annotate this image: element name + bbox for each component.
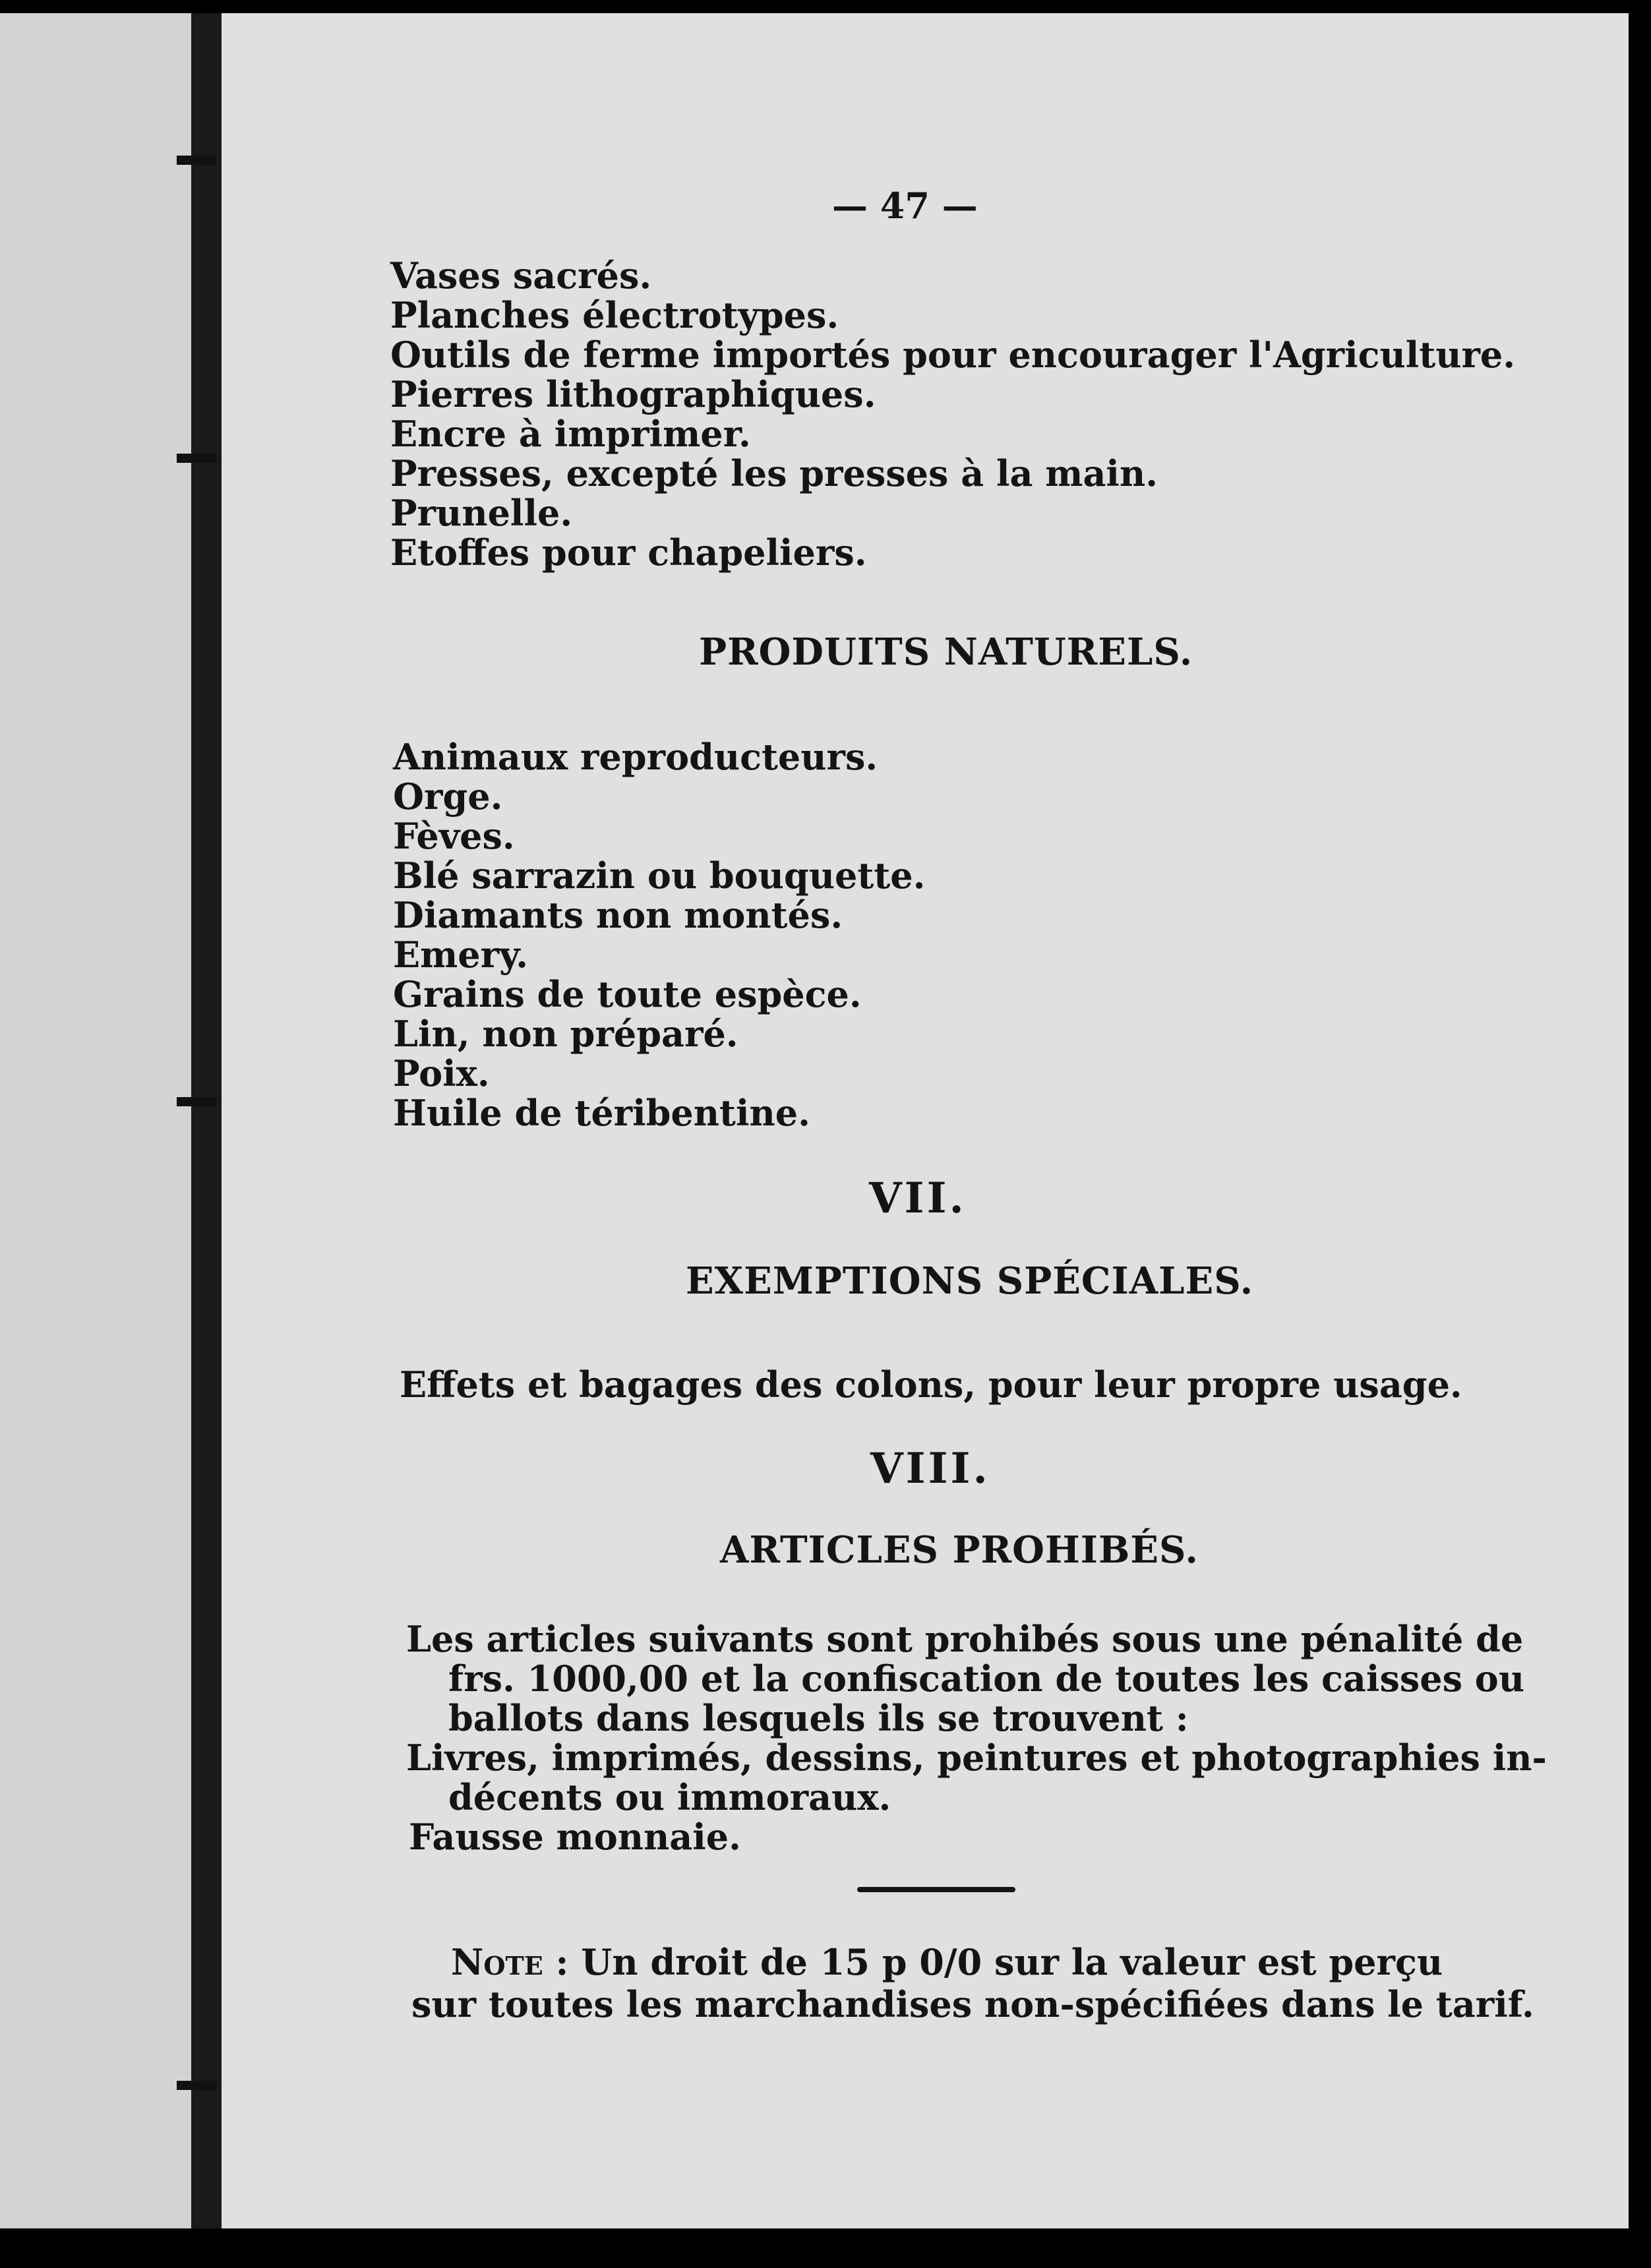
- list-item: Huile de téribentine.: [393, 1092, 810, 1134]
- list-item: Outils de ferme importés pour encourager l'Agriculture.: [390, 334, 1516, 376]
- paragraph-line: Les articles suivants sont prohibés sous une pénalité de: [406, 1618, 1524, 1660]
- note-label: Note: [451, 1941, 543, 1983]
- list-item: Pierres lithographiques.: [390, 373, 876, 415]
- separator-rule: [857, 1887, 1015, 1892]
- paragraph-line: ballots dans lesquels ils se trouvent :: [448, 1697, 1189, 1739]
- paragraph-line: Fausse monnaie.: [409, 1816, 741, 1858]
- list-item: Grains de toute espèce.: [393, 973, 862, 1015]
- section-numeral: VII.: [869, 1174, 967, 1223]
- list-item: Animaux reproducteurs.: [393, 736, 878, 778]
- list-item: Planches électrotypes.: [390, 294, 839, 336]
- section-heading: ARTICLES PROHIBÉS.: [720, 1528, 1199, 1572]
- page-number: — 47 —: [832, 185, 978, 227]
- paragraph: Effets et bagages des colons, pour leur propre usage.: [400, 1363, 1462, 1406]
- section-numeral: VIII.: [870, 1444, 990, 1493]
- paragraph-line: frs. 1000,00 et la confiscation de toutes les caisses ou: [448, 1657, 1525, 1700]
- list-item: Orge.: [393, 775, 503, 818]
- section-heading: EXEMPTIONS SPÉCIALES.: [686, 1259, 1254, 1303]
- paragraph-line: Livres, imprimés, dessins, peintures et photographies in-: [406, 1737, 1547, 1779]
- note-line: sur toutes les marchandises non-spécifiées dans le tarif.: [411, 1983, 1534, 2025]
- note-line: [451, 1942, 1443, 1982]
- list-item: Encre à imprimer.: [390, 413, 751, 455]
- binding-stitch: [177, 454, 216, 463]
- binding-stitch: [177, 1097, 216, 1106]
- paragraph-line: décents ou immoraux.: [448, 1776, 891, 1818]
- list-item: Lin, non préparé.: [393, 1013, 738, 1055]
- section-heading: PRODUITS NATURELS.: [699, 630, 1193, 674]
- list-item: Presses, excepté les presses à la main.: [390, 452, 1158, 494]
- binding-stitch: [177, 156, 216, 165]
- list-item: Emery.: [393, 934, 529, 976]
- list-item: Poix.: [393, 1052, 490, 1094]
- list-item: Blé sarrazin ou bouquette.: [393, 854, 926, 897]
- list-item: Vases sacrés.: [390, 254, 652, 297]
- note-text: : Un droit de 15 p 0/0 sur la valeur est perçu: [543, 1941, 1443, 1983]
- list-item: Fèves.: [393, 815, 515, 857]
- list-item: Prunelle.: [390, 492, 573, 534]
- binding-spine: [191, 13, 222, 2228]
- scan-left-margin: [0, 13, 198, 2228]
- list-item: Etoffes pour chapeliers.: [390, 531, 867, 574]
- binding-stitch: [177, 2081, 216, 2090]
- list-item: Diamants non montés.: [393, 894, 843, 936]
